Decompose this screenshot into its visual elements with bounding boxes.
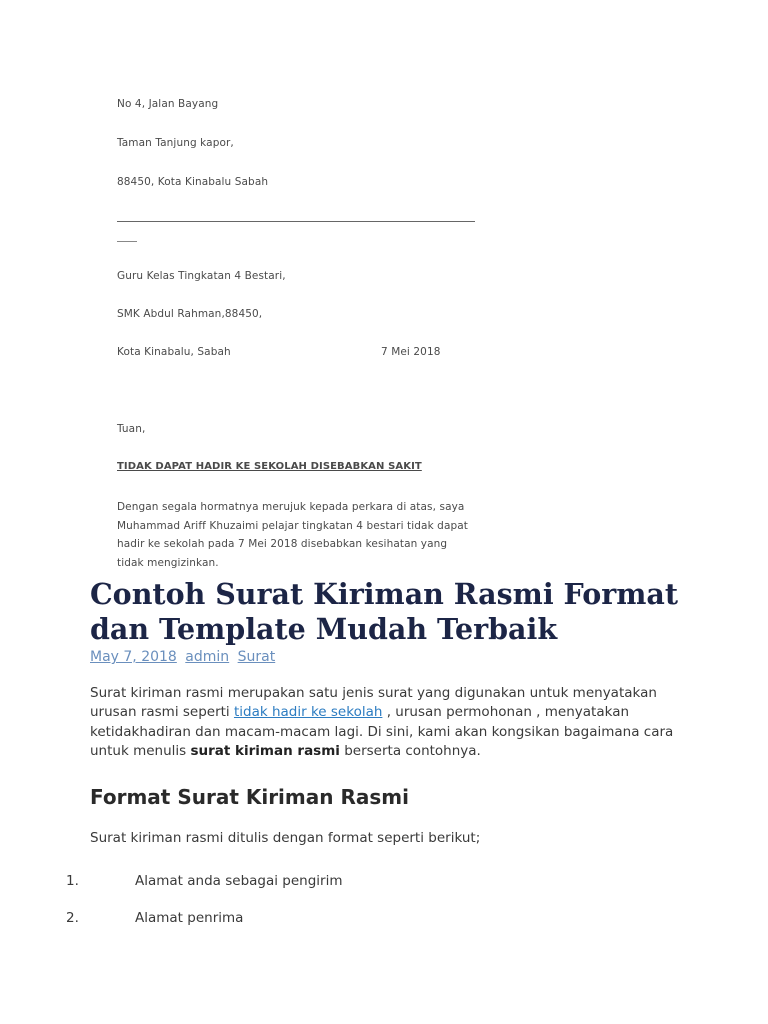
article-title: Contoh Surat Kiriman Rasmi Format dan Template Mudah Terbaik [90, 577, 679, 646]
salutation: Tuan, [117, 423, 146, 435]
letter-subject: TIDAK DAPAT HADIR KE SEKOLAH DISEBABKAN SAKIT [117, 461, 422, 472]
post-author-link[interactable]: admin [185, 649, 230, 665]
post-meta [90, 649, 279, 665]
list-text: Alamat anda sebagai pengirim [135, 873, 343, 889]
sender-address-line: No 4, Jalan Bayang [117, 98, 219, 110]
tidak-hadir-link[interactable]: tidak hadir ke sekolah [233, 704, 383, 721]
intro-text: Surat kiriman rasmi merupakan satu jenis surat yang digunakan untuk menyatakan urusan rasmi seperti [90, 685, 657, 721]
intro-paragraph [90, 684, 690, 761]
intro-bold-text: surat kiriman rasmi [190, 742, 340, 759]
recipient-address-line: Guru Kelas Tingkatan 4 Bestari, [117, 270, 286, 282]
recipient-address-line: SMK Abdul Rahman,88450, [117, 308, 263, 320]
letter-date: 7 Mei 2018 [381, 346, 441, 358]
post-date-link[interactable]: May 7, 2018 [90, 649, 177, 665]
letter-body: Dengan segala hormatnya merujuk kepada perkara di atas, saya Muhammad Ariff Khuzaimi pelajar tingkatan 4 bestari tidak dapat hadir ke sekolah pada 7 Mei 2018 disebabkan kesihatan yang tidak mengizinkan. [117, 501, 468, 569]
post-category-link[interactable]: Surat [237, 649, 276, 665]
intro-text: berserta contohnya. [339, 742, 481, 759]
sender-address-line: Taman Tanjung kapor, [117, 137, 234, 149]
recipient-address-line: Kota Kinabalu, Sabah [117, 346, 231, 358]
intro-text: , urusan permohonan , menyatakan ketidakhadiran dan macam-macam lagi. Di sini, kami akan kongsikan bagaimana cara untuk menulis [90, 704, 674, 759]
sender-address-line: 88450, Kota Kinabalu Sabah [117, 176, 269, 188]
section-intro: Surat kiriman rasmi ditulis dengan format seperti berikut; [90, 830, 481, 846]
section-heading: Format Surat Kiriman Rasmi [90, 785, 409, 809]
list-text: Alamat penrima [135, 910, 244, 926]
list-number: 1. [66, 873, 79, 889]
divider-line [117, 221, 475, 222]
list-number: 2. [66, 910, 79, 926]
divider-line-continuation [117, 241, 137, 242]
